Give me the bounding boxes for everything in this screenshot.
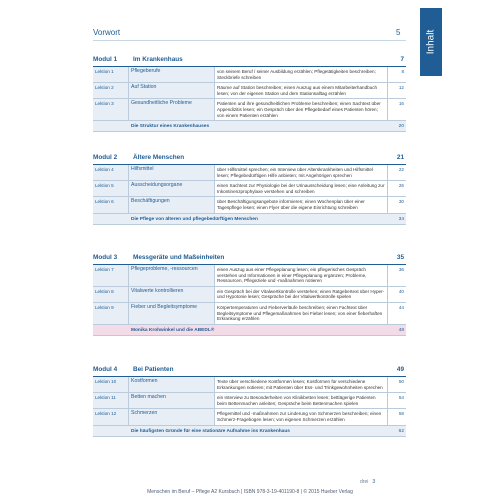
lesson-page: 22 [388,165,407,181]
lesson-row[interactable] [93,165,406,181]
lesson-description: Pflegemittel und -maßnahmen zur Linderung von Schmerzen beschreiben; einen Schmerz-Fragebogen lesen; von eigenen Schmerzen erzählen [215,409,388,425]
module-header [93,250,406,265]
lesson-label: Lektion 7 [93,265,129,286]
module-4 [93,362,406,437]
lesson-row[interactable] [93,83,406,99]
lesson-description: einen Auszug aus einer Pflegeplanung lesen; ein pflegerisches Gespräch verstehen und Informationen in einer Pflegeplanung ergänzen; Probleme, Ressourcen, Pflegeziele und -maßnahmen notieren [215,265,388,286]
lesson-label: Lektion 11 [93,393,129,409]
lesson-title: Gesundheitliche Probleme [129,99,215,121]
extra-page: 62 [398,428,404,434]
lesson-page: 58 [388,409,407,425]
lesson-page: 44 [388,302,407,324]
module-header [93,362,406,377]
lesson-description: Räume auf Station beschreiben; einen Auszug aus einem Mitarbeiterhandbuch lesen; von der eigenen Station und dem Stationsalltag erzählen [215,83,388,99]
lesson-description: von seinem Beruf / seiner Ausbildung erzählen; Pflegetätigkeiten beschreiben; Steckbriefe schreiben [215,67,388,83]
extra-page: 20 [398,124,404,130]
module-number: Modul 1 [93,56,118,63]
module-title[interactable]: Ältere Menschen [133,154,185,161]
lesson-title: Ausscheidungsorgane [129,181,215,197]
lesson-row[interactable] [93,286,406,302]
lesson-page: 8 [388,67,407,83]
lesson-page: 36 [388,265,407,286]
lessons-table [93,165,406,214]
lesson-label: Lektion 5 [93,181,129,197]
lesson-title: Kostformen [129,377,215,393]
lesson-description: Texte über verschiedene Kostformen lesen; Kostformen für verschiedene Erkrankungen notieren; mit Patienten über Ess- und Trinkgewohnheiten sprechen [215,377,388,393]
footer-section-word: drei [360,479,369,485]
lesson-description: ein Interview zu Besonderheiten von Klinikbetten lesen; bettlägerige Patienten beim Bettenmachen anleiten; Gespräche beim Bettenmachen spielen [215,393,388,409]
lesson-label: Lektion 8 [93,286,129,302]
extra-title: Die Pflege von älteren und pflegebedürftigen Menschen [131,216,258,222]
module-number: Modul 2 [93,154,118,161]
extra-section[interactable] [93,121,406,132]
lesson-label: Lektion 9 [93,302,129,324]
lesson-title: Fieber und Begleitsymptome [129,302,215,324]
footer-copyright: Menschen im Beruf – Pflege A2 Kursbuch | ISBN 978-3-19-401190-8 | © 2015 Hueber Verlag [147,489,353,495]
footer-page-number [360,479,375,485]
module-2 [93,150,406,225]
lessons-table [93,67,406,121]
lesson-row[interactable] [93,197,406,213]
lesson-title: Vitalwerte kontrollieren [129,286,215,302]
lesson-label: Lektion 1 [93,67,129,83]
extra-title: Die Struktur eines Krankenhauses [131,124,210,130]
extra-section-highlight[interactable] [93,325,406,336]
module-1 [93,52,406,132]
lesson-label: Lektion 10 [93,377,129,393]
lesson-title: Pflegeprobleme, -ressourcen [129,265,215,286]
extra-page: 48 [398,327,404,333]
vorwort-page: 5 [396,28,401,37]
lesson-row[interactable] [93,99,406,121]
extra-title: Die häufigsten Gründe für eine stationäre Aufnahme ins Krankenhaus [131,428,290,434]
lesson-label: Lektion 2 [93,83,129,99]
module-title[interactable]: Bei Patienten [133,366,174,373]
lesson-page: 40 [388,286,407,302]
module-number: Modul 4 [93,366,118,373]
lesson-row[interactable] [93,67,406,83]
module-header [93,52,406,67]
lesson-label: Lektion 4 [93,165,129,181]
lessons-table [93,265,406,325]
lesson-row[interactable] [93,302,406,324]
lessons-table [93,377,406,426]
lesson-page: 54 [388,393,407,409]
module-number: Modul 3 [93,254,118,261]
lesson-description: Körpertemperaturen und Fieberverläufe beschreiben; einen Fachtext über Begleitsymptome und Pflegemaßnahmen bei Fieber lesen; von einer fieberhaften Erkrankung erzählen [215,302,388,324]
lesson-page: 26 [388,181,407,197]
lesson-label: Lektion 6 [93,197,129,213]
lesson-row[interactable] [93,393,406,409]
module-title[interactable]: Messgeräte und Maßeinheiten [133,254,225,261]
side-tab-label: Inhalt [425,29,437,55]
module-page: 21 [396,154,404,161]
module-title[interactable]: Im Krankenhaus [133,56,183,63]
module-page: 49 [396,366,404,373]
lesson-title: Schmerzen [129,409,215,425]
lesson-page: 12 [388,83,407,99]
extra-section[interactable] [93,426,406,437]
lesson-label: Lektion 3 [93,99,129,121]
inhalt-side-tab[interactable] [420,8,442,76]
module-page: 35 [396,254,404,261]
module-3 [93,250,406,336]
lesson-description: ein Gespräch bei der Vitalwertkontrolle verstehen; einen Ratgebertext über Hyper- und Hypotonie lesen; Gespräche bei der Vitalwertkontrolle spielen [215,286,388,302]
module-header [93,150,406,165]
module-page: 7 [400,56,404,63]
lesson-title: Auf Station [129,83,215,99]
extra-title: Monika Krohwinkel und die ABEDL® [131,327,215,333]
lesson-row[interactable] [93,377,406,393]
lesson-description: Patienten und ihre gesundheitlichen Probleme beschreiben; einen Sachtext über Appendizitis lesen; ein Gespräch über den Pflegebedarf eines Patienten hören; von einem Patienten erzählen [215,99,388,121]
lesson-row[interactable] [93,181,406,197]
extra-section[interactable] [93,214,406,225]
lesson-page: 30 [388,197,407,213]
lesson-label: Lektion 12 [93,409,129,425]
lesson-row[interactable] [93,409,406,425]
divider [93,40,406,41]
lesson-description: einen Sachtext zur Physiologie bei der Urinausscheidung lesen; eine Anleitung zur Inkontinenzprophylaxe verstehen und schreiben [215,181,388,197]
lesson-title: Betten machen [129,393,215,409]
lesson-description: über Beschäftigungsangebote informieren; einen Wochenplan über einer Tagespflege lesen; einen Flyer über die eigene Einrichtung schreiben [215,197,388,213]
lesson-description: über Hilfsmittel sprechen; ein Interview über Alterskrankheiten und Hilfsmittel lesen; Pflegebedürftigen Hilfe anbieten; mit Angehörigen sprechen [215,165,388,181]
lesson-title: Beschäftigungen [129,197,215,213]
lesson-page: 16 [388,99,407,121]
extra-page: 34 [398,216,404,222]
footer-page: 3 [372,479,376,485]
lesson-row[interactable] [93,265,406,286]
lesson-page: 50 [388,377,407,393]
lesson-title: Pflegeberufe [129,67,215,83]
vorwort-label[interactable]: Vorwort [93,28,121,37]
lesson-title: Hilfsmittel [129,165,215,181]
